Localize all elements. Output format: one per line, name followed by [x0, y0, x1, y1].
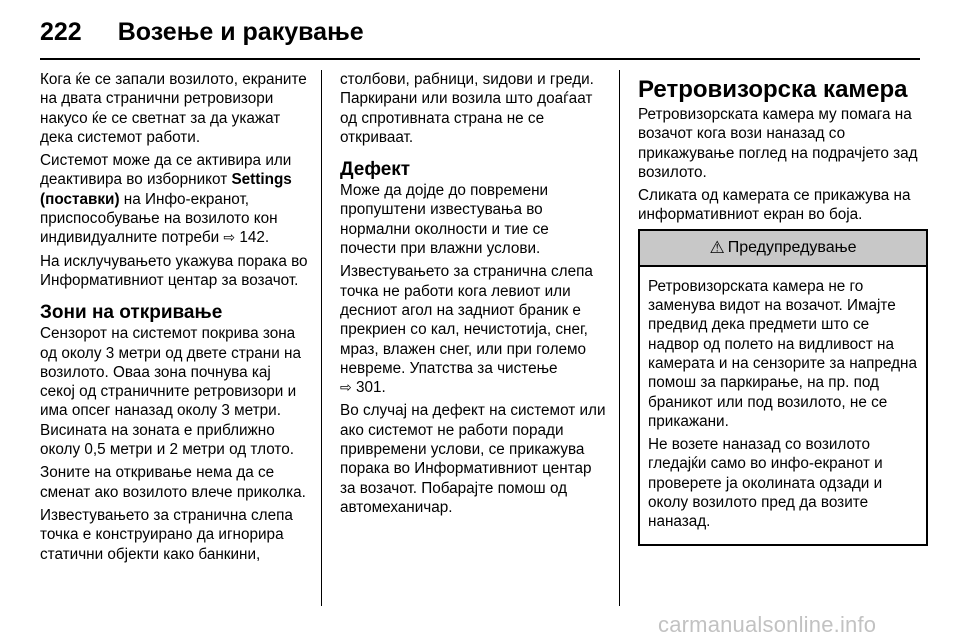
- section-title: Возење и ракување: [117, 18, 364, 46]
- settings-menu-label: Settings (поставки): [40, 171, 292, 208]
- paragraph-settings: Системот може да се активира или деактивира во изборникот Settings (поставки) на Инфо-екранот, приспособувањe на возилото кон индивидуалните потреби ⇨ 142.: [40, 152, 292, 247]
- paragraph: Може да дојде до повремени пропуштени известувања во нормални околности и тие се почести при влажни услови.: [340, 182, 549, 258]
- header-divider: [40, 58, 920, 60]
- warning-body: [640, 267, 926, 544]
- paragraph: Известувањето за странична слепа точка е конструирано да игнорира статични објекти како банкини,: [40, 506, 293, 563]
- paragraph-cleaning: Известувањето за странична слепа точка не работи кога левиот или десниот агол на задниот браник е прекриен со кал, нечистотија, снег, мраз, влажен снег, или при големо невреме. Упатства за чистење ⇨ 301.: [340, 263, 593, 397]
- reference-arrow-icon: ⇨: [223, 229, 236, 246]
- paragraph: Не возете наназад со возилото гледајќи само во инфо-екранот и проверете ја околината одзади и околу возилото пред да возите наназад.: [648, 436, 883, 531]
- paragraph: Сензорот на системот покрива зона од околу 3 метри од двете страни на возилото. Оваа зона почнува кај секој од страничните ретровизори и има опсег наназад околу 3 метри. Висината на зоната е приближно околу 0,5 метри и 2 метри од тлото.: [40, 325, 301, 459]
- warning-title: Предупредување: [727, 239, 857, 257]
- reference-arrow-icon: ⇨: [340, 379, 352, 396]
- paragraph: Во случај на дефект на системот или ако системот не работи поради привремени услови, се прикажува порака во Информативниот центар за возачот. Побарајте помош од автомеханичар.: [340, 402, 606, 516]
- paragraph: Кога ќе се запали возилото, екраните на двата странични ретровизори накусо ќе се светнат за да укажат дека системот работи.: [40, 71, 307, 146]
- heading-rear-camera: Ретровизорска камера: [638, 76, 908, 103]
- heading-fault: Дефект: [340, 159, 411, 181]
- warning-header: [640, 231, 926, 267]
- page-reference[interactable]: 142.: [239, 229, 270, 247]
- page-number: 222: [40, 18, 82, 46]
- warning-box: [638, 229, 928, 546]
- paragraph: Сликата од камерата се прикажува на информативниот екран во боја.: [638, 187, 911, 224]
- page-reference[interactable]: 301.: [355, 379, 386, 397]
- column-3: [638, 76, 928, 546]
- warning-triangle-icon: ⚠: [709, 238, 725, 258]
- watermark: carmanualsonline.info: [658, 612, 877, 637]
- column-1: [40, 70, 308, 568]
- column-2: [340, 70, 608, 521]
- paragraph: Зоните на откривање нема да се сменат ако возилото влече приколка.: [40, 464, 306, 501]
- paragraph: столбови, рабници, ѕидови и греди. Паркирани или возила што доаѓаат од спротивната страна не се откриваат.: [340, 71, 594, 146]
- paragraph: Ретровизорската камера му помага на возачот кога вози наназад со прикажување поглед на подрачјето зад возилото.: [638, 106, 918, 181]
- paragraph: Ретровизорската камера не го заменува видот на возачот. Имајте предвид дека предмети што се надвор од полето на видливост на камерата и на сензорите за напредна помош за паркирање, на пр. под браникот или под возилото, не се прикажани.: [648, 277, 917, 430]
- paragraph: На исклучувањето укажува порака во Информативниот центар за возачот.: [40, 252, 308, 289]
- page-header: [40, 18, 364, 48]
- heading-detection-zones: Зони на откривање: [40, 302, 223, 324]
- column-divider-2: [619, 70, 620, 606]
- column-divider-1: [321, 70, 322, 606]
